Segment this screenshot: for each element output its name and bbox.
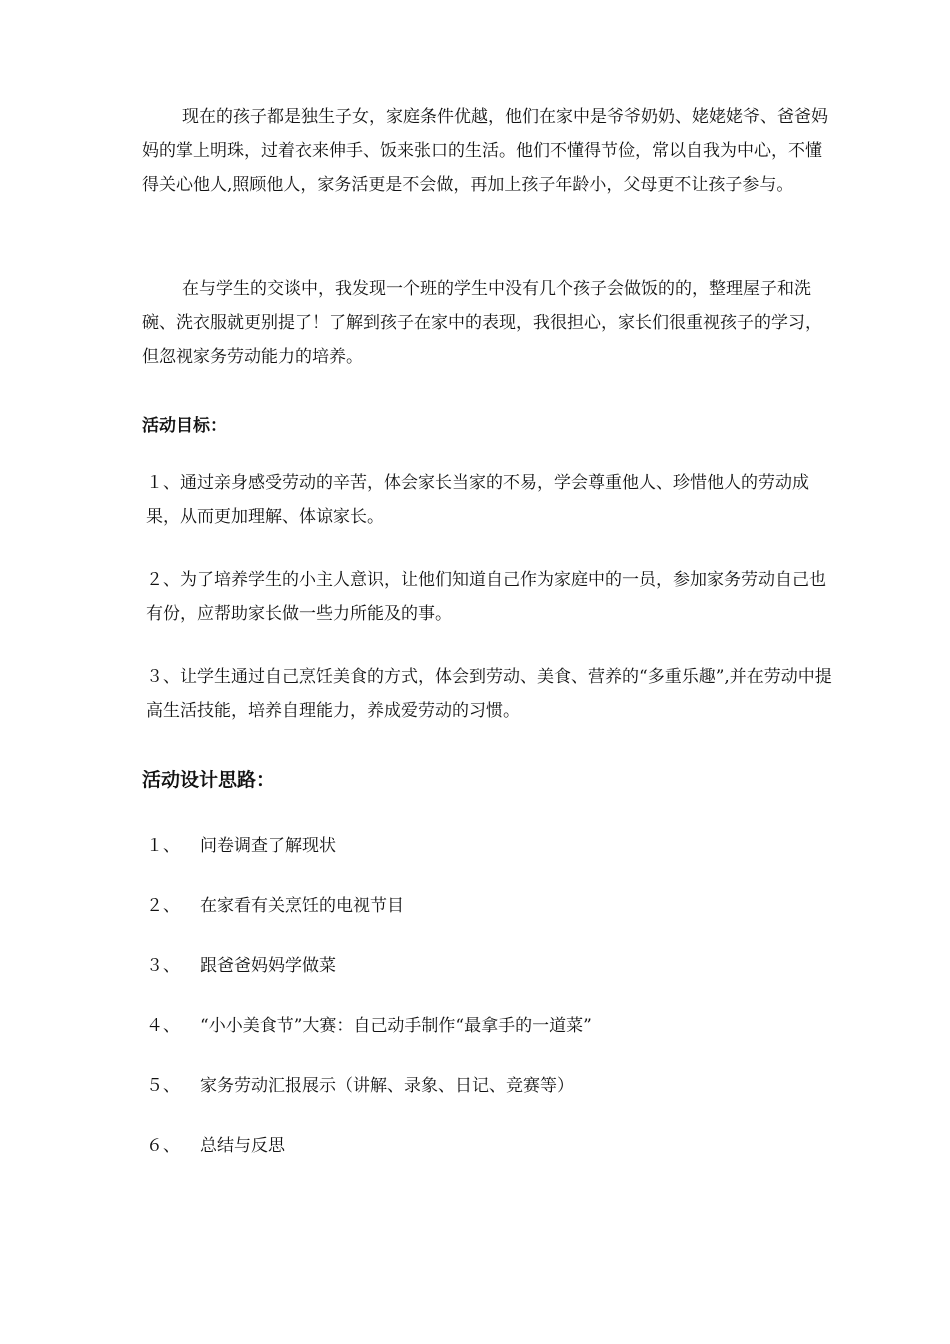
design-step-2 [146, 891, 404, 921]
step-number: ３、 [146, 956, 180, 976]
goals-heading: 活动目标： [142, 416, 227, 436]
design-step-6 [146, 1131, 285, 1161]
design-heading: 活动设计思路： [142, 769, 276, 791]
intro-paragraph-1: 现在的孩子都是独生子女，家庭条件优越，他们在家中是爷爷奶奶、姥姥姥爷、爸爸妈妈的掌上明珠，过着衣来伸手、饭来张口的生活。他们不懂得节俭，常以自我为中心，不懂得关心他人,照顾他人，家务活更是不会做，再加上孩子年龄小，父母更不让孩子参与。 [142, 107, 828, 195]
step-text: 跟爸爸妈妈学做菜 [200, 956, 336, 976]
goal-item-2: ２、为了培养学生的小主人意识，让他们知道自己作为家庭中的一员，参加家务劳动自己也有份，应帮助家长做一些力所能及的事。 [146, 570, 826, 624]
step-number: １、 [146, 836, 180, 856]
design-step-4 [146, 1011, 592, 1041]
step-number: ５、 [146, 1076, 180, 1096]
step-number: ６、 [146, 1136, 180, 1156]
intro-paragraph-2: 在与学生的交谈中，我发现一个班的学生中没有几个孩子会做饭的的，整理屋子和洗碗、洗衣服就更别提了！了解到孩子在家中的表现，我很担心，家长们很重视孩子的学习，但忽视家务劳动能力的培养。 [142, 279, 822, 367]
step-number: ２、 [146, 896, 180, 916]
step-text: 在家看有关烹饪的电视节目 [200, 896, 404, 916]
goal-item-3: ３、让学生通过自己烹饪美食的方式，体会到劳动、美食、营养的“多重乐趣”,并在劳动中提高生活技能，培养自理能力，养成爱劳动的习惯。 [146, 667, 832, 721]
step-text: 家务劳动汇报展示（讲解、录象、日记、竞赛等） [200, 1076, 574, 1096]
step-text: “小小美食节”大赛：自己动手制作“最拿手的一道菜” [200, 1016, 592, 1036]
design-step-1 [146, 831, 336, 861]
step-number: ４、 [146, 1016, 180, 1036]
design-step-3 [146, 951, 336, 981]
step-text: 总结与反思 [200, 1136, 285, 1156]
design-step-5 [146, 1071, 574, 1101]
goal-item-1: １、通过亲身感受劳动的辛苦，体会家长当家的不易，学会尊重他人、珍惜他人的劳动成果，从而更加理解、体谅家长。 [146, 473, 809, 527]
step-text: 问卷调查了解现状 [200, 836, 336, 856]
